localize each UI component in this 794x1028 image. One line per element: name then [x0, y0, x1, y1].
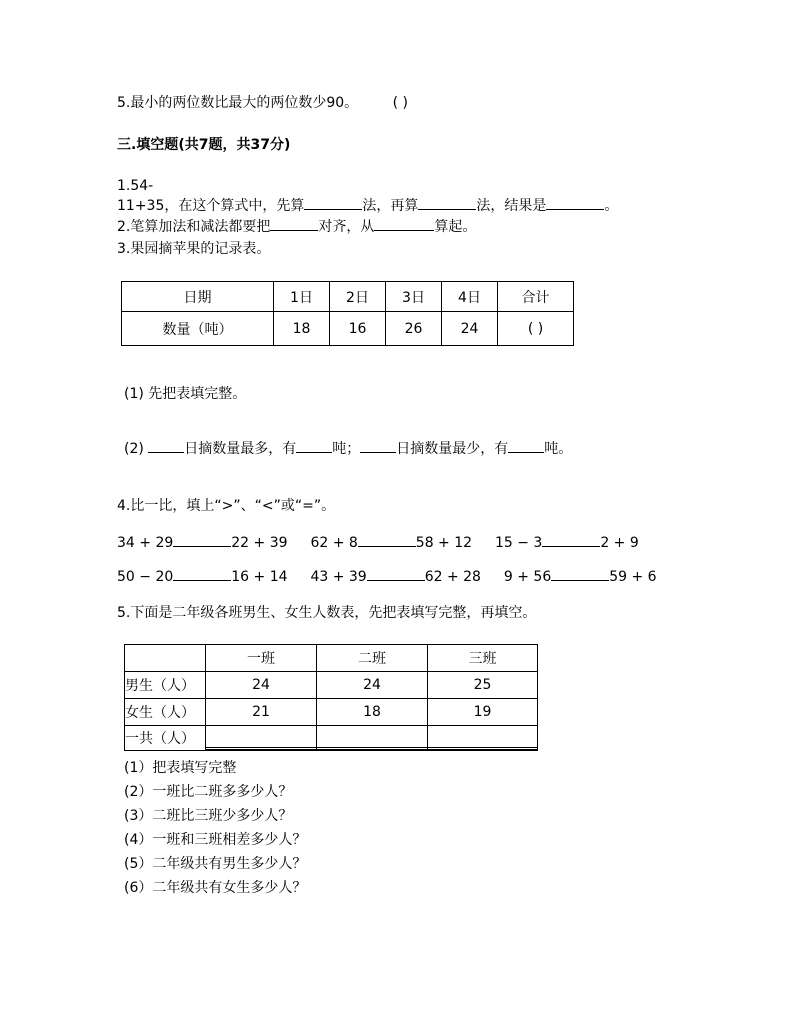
table-row [125, 672, 538, 699]
expr-right: 58 + 12 [415, 535, 473, 551]
q1-line2 [117, 197, 618, 215]
table-cell: 1日 [274, 282, 330, 312]
apple-record-table [121, 281, 574, 346]
q3-sub2-c: 吨； [332, 441, 361, 457]
expr-right: 22 + 39 [231, 535, 288, 551]
q5-sub-3: (3）二班比三班少多少人？ [124, 808, 293, 824]
table-cell: 25 [428, 672, 538, 699]
expr-right: 62 + 28 [424, 569, 481, 585]
answer-blank[interactable] [358, 534, 416, 547]
q3-sub2 [124, 440, 572, 458]
answer-blank[interactable] [270, 218, 318, 231]
answer-blank[interactable] [173, 568, 231, 581]
expr-left: 15 − 3 [494, 535, 543, 551]
q5-sub-4: (4）一班和三班相差多少人？ [124, 832, 307, 848]
expr-left: 43 + 39 [310, 569, 367, 585]
expr-left: 34 + 29 [117, 535, 174, 551]
q1-text-a: 11+35，在这个算式中，先算 [117, 198, 305, 214]
q1-line1: 1.54- [117, 178, 154, 194]
table-cell: 18 [274, 312, 330, 346]
q1-text-b: 法，再算 [362, 198, 419, 214]
section-title: 三.填空题(共7题，共37分) [117, 137, 291, 153]
answer-cell[interactable] [428, 726, 538, 751]
q2-text-b: 对齐，从 [318, 219, 375, 235]
answer-blank[interactable] [508, 440, 544, 453]
expr-left: 50 − 20 [117, 569, 174, 585]
q3-title: 3.果园摘苹果的记录表。 [117, 241, 271, 257]
table-cell: 二班 [317, 645, 428, 672]
q2-text-c: 算起。 [434, 219, 477, 235]
q3-sub2-d: 日摘数量最少，有 [396, 441, 509, 457]
class-students-table [124, 644, 538, 751]
table-cell: 24 [442, 312, 498, 346]
q5-sub-2: (2）一班比二班多多少人？ [124, 784, 293, 800]
answer-blank[interactable] [148, 440, 184, 453]
answer-blank[interactable] [173, 534, 231, 547]
expr-right: 16 + 14 [231, 569, 288, 585]
answer-cell[interactable]: ( ) [498, 312, 574, 346]
compare-row-1 [117, 534, 639, 552]
table-cell: 3日 [386, 282, 442, 312]
table-header-row [125, 645, 538, 672]
q5-sub-5: (5）二年级共有男生多少人？ [124, 856, 307, 872]
expr-left: 9 + 56 [503, 569, 552, 585]
q3-sub2-a: (2) [124, 441, 149, 457]
q3-sub2-b: 日摘数量最多，有 [184, 441, 297, 457]
table-cell: 24 [317, 672, 428, 699]
table-row [125, 726, 538, 751]
table-cell: 18 [317, 699, 428, 726]
table-cell: 三班 [428, 645, 538, 672]
q3-sub1: (1) 先把表填完整。 [124, 386, 247, 402]
table-cell: 一共（人） [125, 726, 206, 751]
table-cell: 2日 [330, 282, 386, 312]
tf-question-5 [117, 94, 408, 112]
expr-left: 62 + 8 [310, 535, 358, 551]
table-cell: 男生（人） [125, 672, 206, 699]
answer-blank[interactable] [296, 440, 332, 453]
table-cell: 24 [206, 672, 317, 699]
tf-question-5-text: 5.最小的两位数比最大的两位数少90。 [117, 95, 359, 111]
q3-sub2-e: 吨。 [544, 441, 573, 457]
table-cell: 19 [428, 699, 538, 726]
expr-right: 59 + 6 [609, 569, 657, 585]
q5-sub-6: (6）二年级共有女生多少人？ [124, 880, 307, 896]
answer-blank[interactable] [304, 197, 362, 210]
table-row [122, 312, 574, 346]
answer-cell[interactable] [206, 726, 317, 751]
table-cell: 合计 [498, 282, 574, 312]
table-cell: 日期 [122, 282, 274, 312]
q5-sub-1: (1）把表填写完整 [124, 760, 237, 776]
table-cell: 16 [330, 312, 386, 346]
table-cell: 一班 [206, 645, 317, 672]
q4-title: 4.比一比，填上“>”、“<”或“=”。 [117, 498, 336, 514]
q2-text-a: 2.笔算加法和减法都要把 [117, 219, 271, 235]
table-header-row [122, 282, 574, 312]
expr-right: 2 + 9 [600, 535, 639, 551]
answer-blank[interactable] [542, 534, 600, 547]
q1-text-c: 法，结果是 [476, 198, 547, 214]
table-cell: 26 [386, 312, 442, 346]
table-cell [125, 645, 206, 672]
table-cell: 4日 [442, 282, 498, 312]
answer-paren[interactable]: ( ) [392, 95, 408, 111]
answer-cell[interactable] [317, 726, 428, 751]
answer-blank[interactable] [546, 197, 604, 210]
q2-line [117, 218, 476, 236]
double-underline [206, 727, 316, 750]
q5-title: 5.下面是二年级各班男生、女生人数表，先把表填写完整，再填空。 [117, 605, 537, 621]
answer-blank[interactable] [551, 568, 609, 581]
answer-blank[interactable] [367, 568, 425, 581]
answer-blank[interactable] [360, 440, 396, 453]
double-underline [317, 727, 427, 750]
table-cell: 21 [206, 699, 317, 726]
answer-blank[interactable] [418, 197, 476, 210]
table-cell: 女生（人） [125, 699, 206, 726]
table-row [125, 699, 538, 726]
table-cell: 数量（吨） [122, 312, 274, 346]
compare-row-2 [117, 568, 657, 586]
double-underline [428, 727, 537, 750]
answer-blank[interactable] [374, 218, 434, 231]
q1-text-d: 。 [604, 198, 619, 214]
